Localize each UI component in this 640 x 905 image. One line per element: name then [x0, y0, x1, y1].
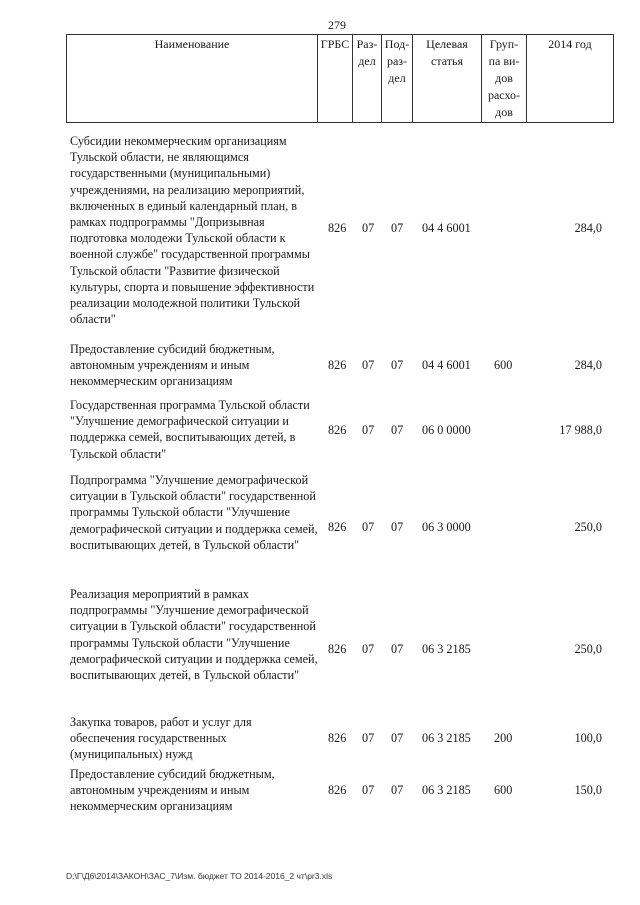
header-razdel: Раз- дел [353, 35, 382, 123]
table-header [66, 34, 614, 123]
row-name: Подпрограмма "Улучшение демографической ситуации в Тульской области" государственной программы Тульской области "Улучшение демографической ситуации и поддержка семей, воспитывающих детей, в Тульской области" [70, 473, 318, 552]
header-podrazdel: Под- раз- дел [382, 35, 413, 123]
row-name: Государственная программа Тульской области "Улучшение демографической ситуации и поддержка семей, воспитывающих детей, в Тульской области" [70, 398, 310, 461]
row-sum: 250,0 [574, 520, 602, 534]
row-vid: 600 [494, 783, 513, 797]
row-sum: 17 988,0 [559, 423, 602, 437]
row-name: Предоставление субсидий бюджетным, автономным учреждениям и иным некоммерческим организациям [70, 767, 275, 814]
header-grbs: ГРБС [318, 35, 353, 123]
row-grbs: 826 [328, 423, 347, 437]
row-grbs: 826 [328, 358, 347, 372]
row-sum: 100,0 [574, 731, 602, 745]
row-sum: 250,0 [574, 642, 602, 656]
header-year: 2014 год [527, 35, 614, 123]
row-podrazdel: 07 [391, 783, 404, 797]
file-path-footer: D:\Г\Д6\2014\ЗАКОН\ЗАС_7\Изм. бюджет ТО 2014-2016_2 чт\pr3.xls [66, 871, 333, 881]
row-name: Предоставление субсидий бюджетным, автономным учреждениям и иным некоммерческим организациям [70, 342, 275, 389]
row-name: Реализация мероприятий в рамках подпрограммы "Улучшение демографической ситуации в Тульской области" государственной программы Тульской области "Улучшение демографической ситуации и поддержка семей, воспитывающих детей, в Тульской области" [70, 587, 318, 683]
row-razdel: 07 [362, 731, 375, 745]
row-name: Субсидии некоммерческим организациям Тульской области, не являющимся государственными (муниципальными) учреждениями, на реализацию мероприятий, включенных в единый календарный план, в рамках подпрограммы "Допризывная подготовка молодежи Тульской области к военной службе" государственной программы Тульской области "Развитие физической культуры, спорта и повышение эффективности реализации молодежной политики Тульской области" [70, 134, 315, 327]
row-razdel: 07 [362, 358, 375, 372]
page-number: 279 [328, 18, 346, 32]
row-celevaya: 06 0 0000 [422, 423, 471, 437]
row-grbs: 826 [328, 642, 347, 656]
row-celevaya: 04 4 6001 [422, 358, 471, 372]
row-sum: 284,0 [574, 358, 602, 372]
row-podrazdel: 07 [391, 520, 404, 534]
row-podrazdel: 07 [391, 423, 404, 437]
row-razdel: 07 [362, 783, 375, 797]
row-celevaya: 06 3 0000 [422, 520, 471, 534]
row-razdel: 07 [362, 221, 375, 235]
row-name: Закупка товаров, работ и услуг для обеспечения государственных (муниципальных) нужд [70, 715, 252, 762]
row-podrazdel: 07 [391, 358, 404, 372]
row-grbs: 826 [328, 221, 347, 235]
row-grbs: 826 [328, 783, 347, 797]
row-podrazdel: 07 [391, 642, 404, 656]
row-podrazdel: 07 [391, 221, 404, 235]
header-celevaya: Целевая статья [413, 35, 482, 123]
header-name: Наименование [67, 35, 318, 123]
row-razdel: 07 [362, 520, 375, 534]
row-vid: 200 [494, 731, 513, 745]
row-razdel: 07 [362, 423, 375, 437]
row-grbs: 826 [328, 520, 347, 534]
row-celevaya: 06 3 2185 [422, 642, 471, 656]
row-grbs: 826 [328, 731, 347, 745]
row-razdel: 07 [362, 642, 375, 656]
row-celevaya: 04 4 6001 [422, 221, 471, 235]
row-sum: 150,0 [574, 783, 602, 797]
row-celevaya: 06 3 2185 [422, 783, 471, 797]
row-podrazdel: 07 [391, 731, 404, 745]
row-celevaya: 06 3 2185 [422, 731, 471, 745]
row-sum: 284,0 [574, 221, 602, 235]
header-gruppa: Груп- па ви- дов расхо- дов [482, 35, 527, 123]
row-vid: 600 [494, 358, 513, 372]
